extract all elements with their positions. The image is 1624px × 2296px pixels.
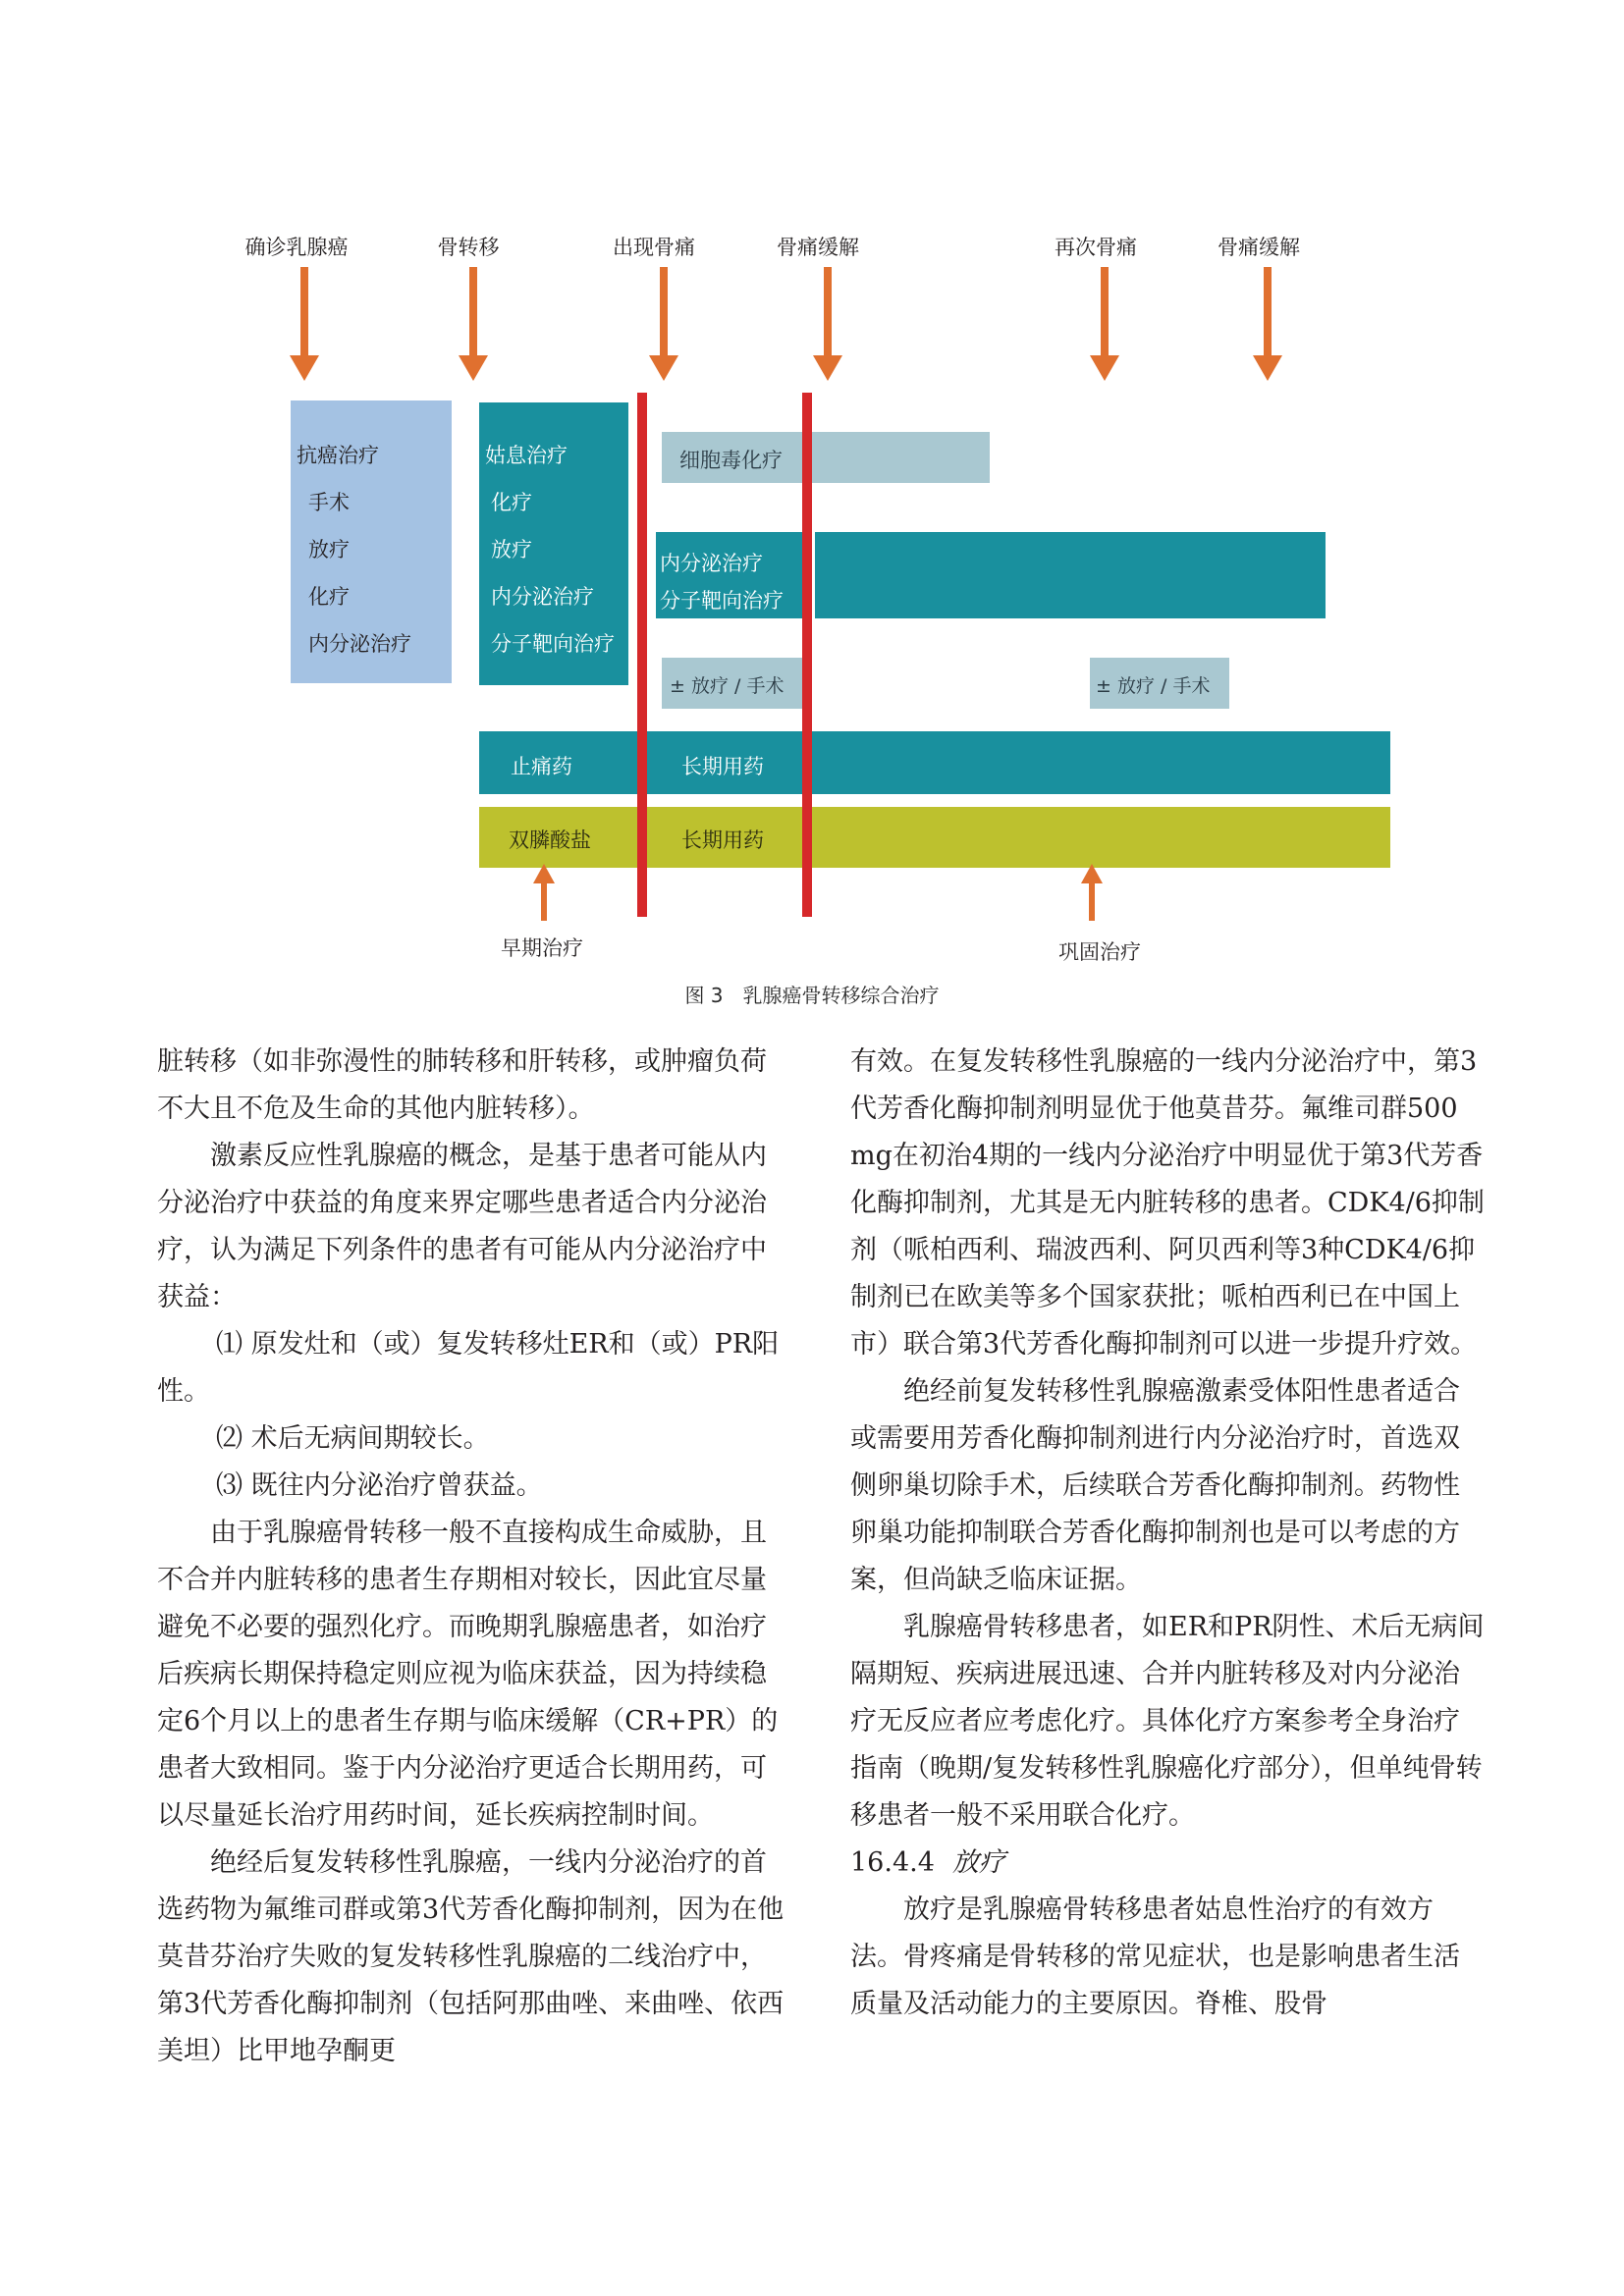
initial-item: 放疗 [308, 538, 350, 561]
down-arrow-icon [290, 267, 319, 381]
radiotherapy-surgery-label: ± 放疗 / 手术 [1096, 675, 1211, 697]
palliative-item: 内分泌治疗 [491, 585, 594, 609]
list-item: ⑴ 原发灶和（或）复发转移灶ER和（或）PR阳性。 [157, 1329, 780, 1407]
list-item: ⑶ 既往内分泌治疗曾获益。 [216, 1470, 543, 1501]
bisphosphonate-long-term-label: 长期用药 [681, 828, 764, 852]
initial-item: 化疗 [308, 585, 350, 609]
analgesic-label: 止痛药 [511, 755, 572, 778]
down-arrow-icon [1253, 267, 1282, 381]
section-number: 16.4.4 [850, 1847, 935, 1878]
treatment-timeline-figure [0, 0, 1624, 1021]
event-label-bone-metastasis: 骨转移 [437, 236, 500, 259]
up-arrow-icon [1081, 864, 1103, 921]
section-heading [850, 1840, 1485, 1887]
paragraph: 绝经后复发转移性乳腺癌，一线内分泌治疗的首选药物为氟维司群或第3代芳香化酶抑制剂，因为在他莫昔芬治疗失败的复发转移性乳腺癌的二线治疗中，第3代芳香化酶抑制剂（包括阿那曲唑、来曲唑、依西美坦）比甲地孕酮更 [157, 1847, 785, 2066]
palliative-item: 放疗 [491, 538, 532, 561]
endocrine-targeted-bar [815, 532, 1326, 618]
paragraph: 脏转移（如非弥漫性的肺转移和肝转移，或肿瘤负荷不大且不危及生命的其他内脏转移）。 [157, 1046, 767, 1124]
paragraph: 激素反应性乳腺癌的概念，是基于患者可能从内分泌治疗中获益的角度来界定哪些患者适合内分泌治疗，认为满足下列条件的患者有可能从内分泌治疗中获益： [157, 1141, 767, 1312]
palliative-item: 分子靶向治疗 [491, 632, 615, 656]
radiotherapy-surgery-box-1 [662, 658, 803, 709]
radiotherapy-surgery-label: ± 放疗 / 手术 [670, 675, 785, 697]
down-arrow-icon [649, 267, 678, 381]
event-label-pain-relief: 骨痛缓解 [777, 236, 859, 259]
early-treatment-label: 早期治疗 [501, 936, 583, 960]
bisphosphonate-bar [479, 807, 1390, 868]
down-arrow-icon [1090, 267, 1119, 381]
bisphosphonate-label: 双膦酸盐 [509, 828, 591, 852]
initial-item: 内分泌治疗 [308, 632, 411, 656]
palliative-item: 姑息治疗 [485, 444, 568, 467]
initial-item: 手术 [308, 491, 350, 514]
palliative-item: 化疗 [491, 491, 532, 514]
analgesic-bar [479, 731, 1390, 794]
event-label-diagnosis: 确诊乳腺癌 [244, 236, 349, 259]
endocrine-targeted-bar-start [656, 532, 805, 618]
figure-caption: 图 3 乳腺癌骨转移综合治疗 [684, 984, 940, 1007]
down-arrow-icon [459, 267, 488, 381]
paragraph: 绝经前复发转移性乳腺癌激素受体阳性患者适合或需要用芳香化酶抑制剂进行内分泌治疗时，首选双侧卵巢切除手术，后续联合芳香化酶抑制剂。药物性卵巢功能抑制联合芳香化酶抑制剂也是可以考虑的方案，但尚缺乏临床证据。 [850, 1376, 1460, 1595]
consolidation-treatment-label: 巩固治疗 [1058, 940, 1141, 964]
paragraph: 由于乳腺癌骨转移一般不直接构成生命威胁，且不合并内脏转移的患者生存期相对较长，因此宜尽量避免不必要的强烈化疗。而晚期乳腺癌患者，如治疗后疾病长期保持稳定则应视为临床获益，因为持续稳定6个月以上的患者生存期与临床缓解（CR+PR）的患者大致相同。鉴于内分泌治疗更适合长期用药，可以尽量延长治疗用药时间，延长疾病控制时间。 [157, 1518, 779, 1831]
initial-item: 抗癌治疗 [297, 444, 379, 467]
left-text-column [157, 1039, 791, 2075]
radiotherapy-surgery-box-2 [1090, 658, 1229, 709]
up-arrow-icon [533, 864, 555, 921]
event-label-bone-pain: 出现骨痛 [613, 236, 695, 259]
event-label-pain-relief-2: 骨痛缓解 [1218, 236, 1300, 259]
palliative-treatment-box [479, 402, 628, 685]
analgesic-long-term-label: 长期用药 [681, 755, 764, 778]
list-item: ⑵ 术后无病间期较长。 [216, 1423, 490, 1454]
paragraph: 放疗是乳腺癌骨转移患者姑息性治疗的有效方法。骨疼痛是骨转移的常见症状，也是影响患者生活质量及活动能力的主要原因。脊椎、股骨 [850, 1895, 1460, 2019]
section-title: 放疗 [951, 1847, 1005, 1878]
pain-relief-marker-line [802, 393, 812, 917]
right-text-column [850, 1039, 1485, 2028]
initial-treatment-box [291, 400, 452, 683]
down-arrow-icon [813, 267, 842, 381]
paragraph: 有效。在复发转移性乳腺癌的一线内分泌治疗中，第3代芳香化酶抑制剂明显优于他莫昔芬。氟维司群500 mg在初治4期的一线内分泌治疗中明显优于第3代芳香化酶抑制剂，尤其是无内脏转移的患者。CDK4/6抑制剂（哌柏西利、瑞波西利、阿贝西利等3种CDK4/6抑制剂已在欧美等多个国家获批；哌柏西利已在中国上市）联合第3代芳香化酶抑制剂可以进一步提升疗效。 [850, 1046, 1485, 1360]
event-label-pain-again: 再次骨痛 [1055, 236, 1137, 259]
chemotherapy-label: 细胞毒化疗 [679, 449, 783, 472]
endocrine-label: 内分泌治疗 [660, 552, 763, 575]
chemotherapy-bar [662, 432, 990, 483]
targeted-label: 分子靶向治疗 [660, 589, 784, 613]
bone-pain-marker-line [637, 393, 647, 917]
paragraph: 乳腺癌骨转移患者，如ER和PR阴性、术后无病间隔期短、疾病进展迅速、合并内脏转移及对内分泌治疗无反应者应考虑化疗。具体化疗方案参考全身治疗指南（晚期/复发转移性乳腺癌化疗部分），但单纯骨转移患者一般不采用联合化疗。 [850, 1612, 1485, 1831]
